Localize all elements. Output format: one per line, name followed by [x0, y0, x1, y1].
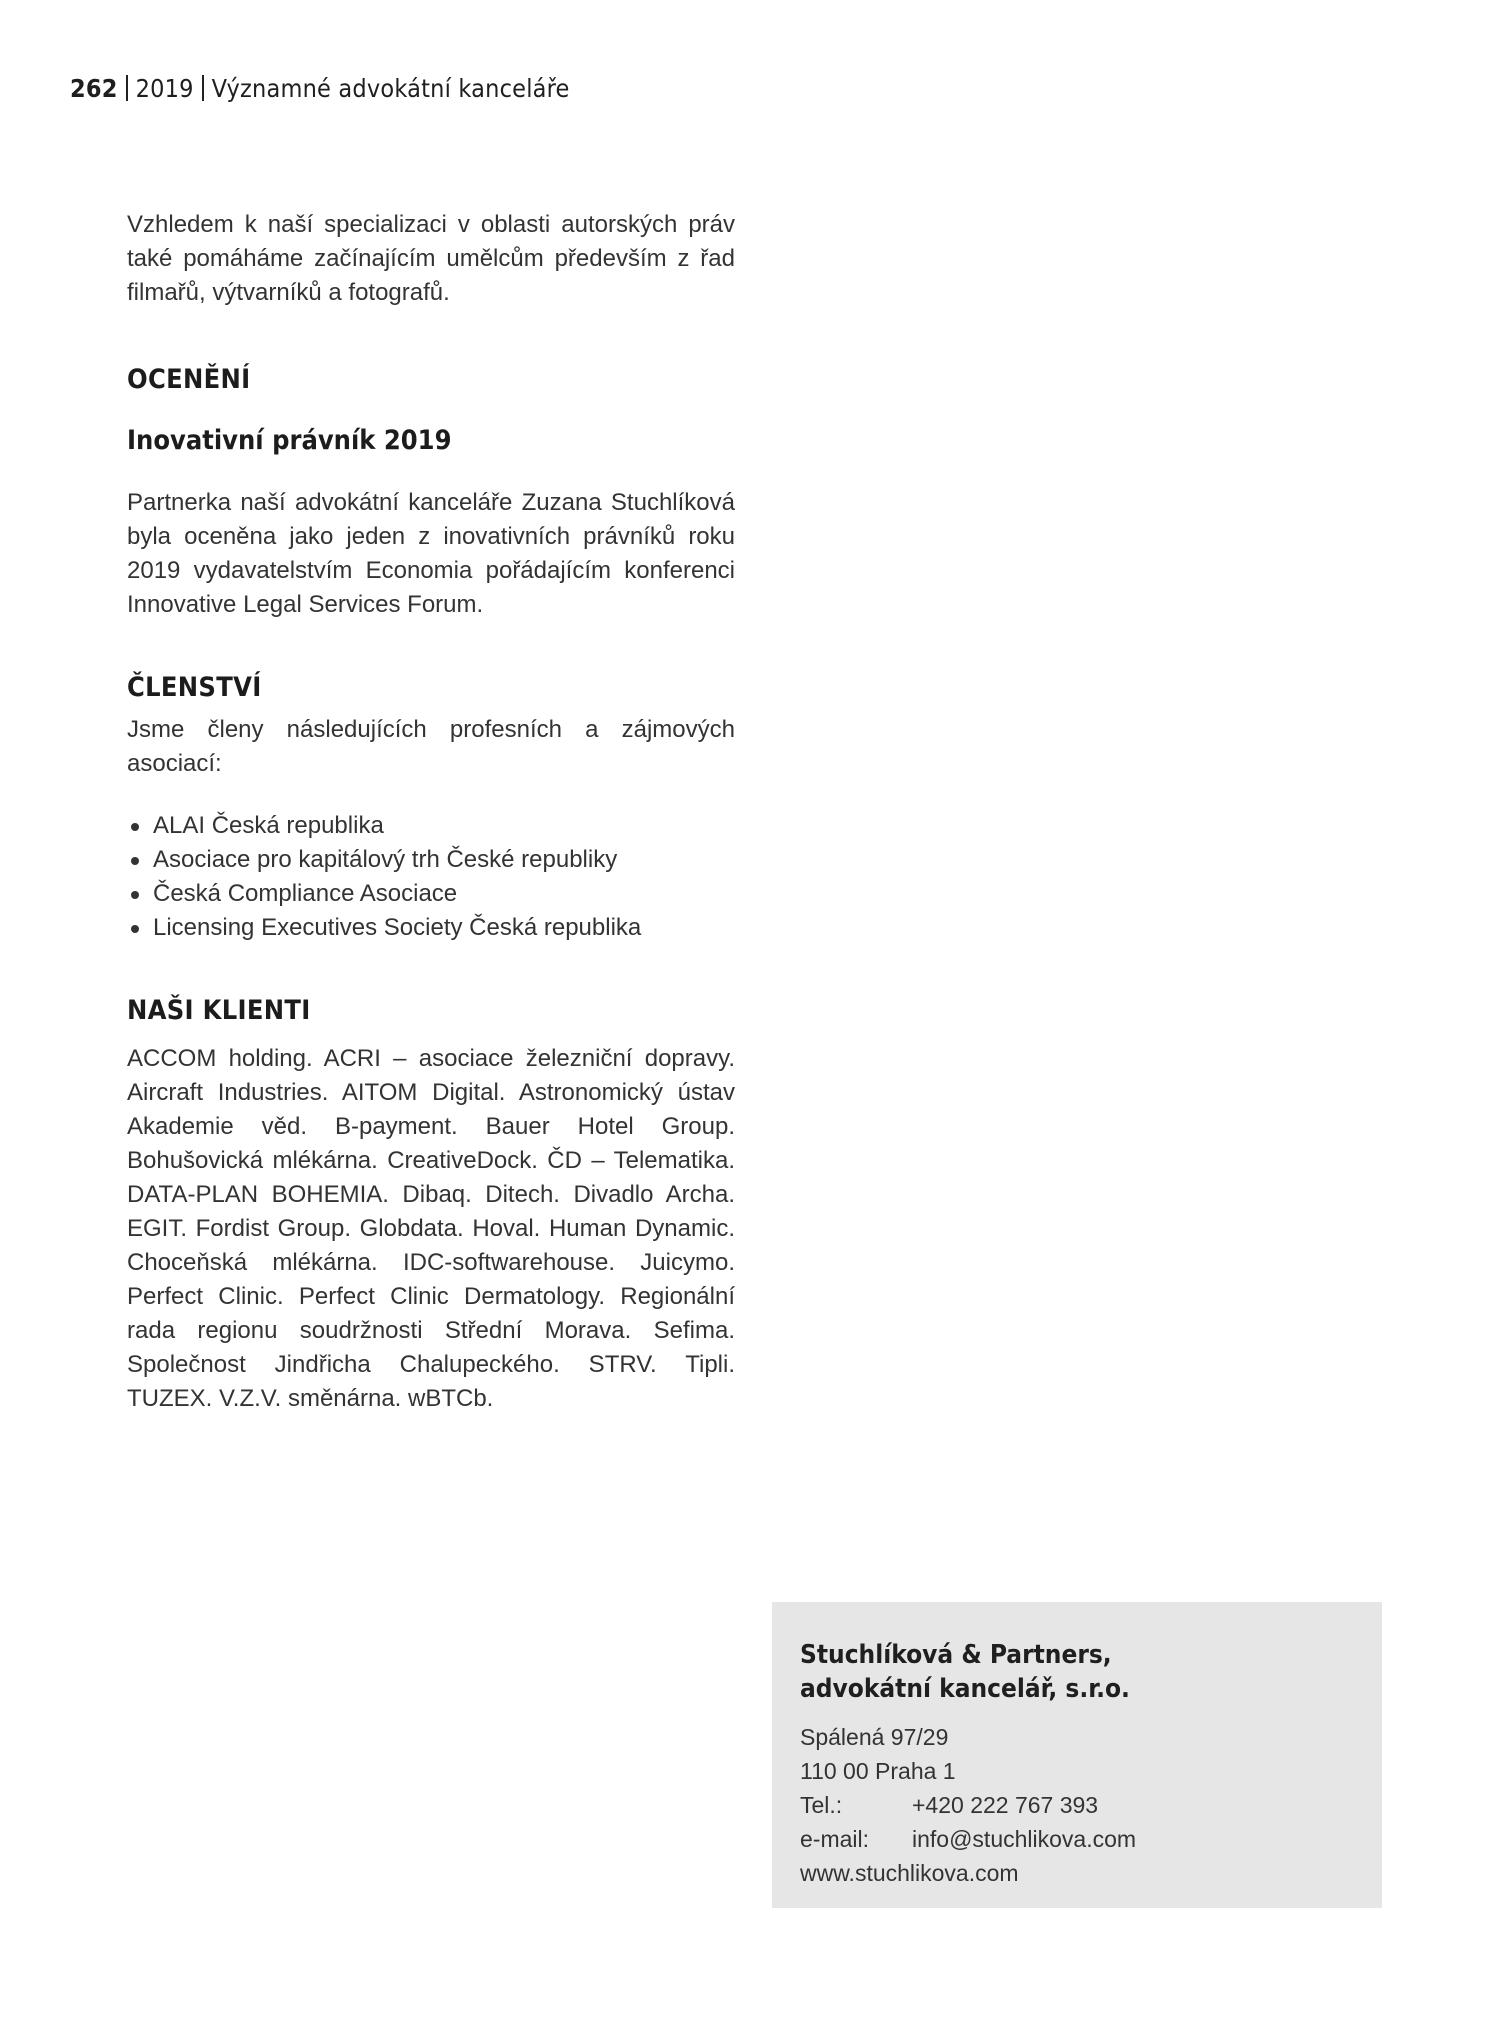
award-title: Inovativní právník 2019 — [127, 425, 452, 456]
clients-paragraph: ACCOM holding. ACRI – asociace železniční dopravy. Aircraft Industries. AITOM Digital. Astronomický ústav Akademie věd. B-payment. Bauer Hotel Group. Bohušovická mlékárna. CreativeDock. ČD – Telematika. DATA-PLAN BOHEMIA. Dibaq. Ditech. Divadlo Archa. EGIT. Fordist Group. Globdata. Hoval. Human Dynamic. Choceňská mlékárna. IDC-softwarehouse. Juicymo. Perfect Clinic. Perfect Clinic Dermatology. Regionální rada regionu soudržnosti Střední Morava. Sefima. Společnost Jindřicha Chalupeckého. STRV. Tipli. TUZEX. V.Z.V. směnárna. wBTCb. — [127, 1045, 735, 1412]
list-item — [127, 911, 735, 945]
list-item-text: Asociace pro kapitálový trh České republiky — [153, 846, 618, 873]
header-divider — [202, 75, 204, 101]
website-link[interactable]: www.stuchlikova.com — [800, 1860, 1019, 1886]
list-item-text: Česká Compliance Asociace — [153, 880, 458, 907]
street-address: Spálená 97/29 — [800, 1724, 949, 1750]
email-link[interactable]: info@stuchlikova.com — [912, 1826, 1137, 1852]
section-heading-clenstvi: ČLENSTVÍ — [127, 672, 262, 703]
city-address: 110 00 Praha 1 — [800, 1758, 956, 1784]
email-row — [800, 1822, 1382, 1856]
bullet-icon — [131, 823, 139, 831]
bullet-icon — [131, 891, 139, 899]
phone-number: +420 222 767 393 — [912, 1792, 1099, 1818]
header-year: 2019 — [135, 74, 194, 103]
bullet-icon — [131, 925, 139, 933]
award-paragraph: Partnerka naší advokátní kanceláře Zuzana Stuchlíková byla oceněna jako jeden z inovativních právníků roku 2019 vydavatelstvím Economia pořádajícím konferenci Innovative Legal Services Forum. — [127, 489, 735, 618]
section-heading-oceneni: OCENĚNÍ — [127, 364, 251, 395]
list-item-text: Licensing Executives Society Česká republika — [153, 914, 642, 941]
running-header — [70, 74, 570, 103]
company-name-line2: advokátní kancelář, s.r.o. — [800, 1674, 1130, 1704]
publication-title: Významné advokátní kanceláře — [211, 74, 570, 103]
list-item-text: ALAI Česká republika — [153, 812, 384, 839]
phone-label: Tel.: — [800, 1792, 843, 1818]
contact-box — [772, 1602, 1382, 1908]
page-number: 262 — [70, 74, 118, 103]
bullet-icon — [131, 857, 139, 865]
list-item — [127, 877, 735, 911]
phone-row — [800, 1788, 1382, 1822]
header-divider — [126, 75, 128, 101]
membership-paragraph: Jsme členy následujících profesních a zájmových asociací: — [127, 716, 735, 777]
email-label: e-mail: — [800, 1826, 870, 1852]
membership-list — [127, 809, 735, 945]
section-heading-klienti: NAŠI KLIENTI — [127, 995, 311, 1026]
intro-paragraph: Vzhledem k naší specializaci v oblasti autorských práv také pomáháme začínajícím umělcům především z řad filmařů, výtvarníků a fotografů. — [127, 211, 735, 306]
main-column — [127, 208, 735, 1416]
list-item — [127, 809, 735, 843]
company-name-line1: Stuchlíková & Partners, — [800, 1640, 1112, 1670]
list-item — [127, 843, 735, 877]
